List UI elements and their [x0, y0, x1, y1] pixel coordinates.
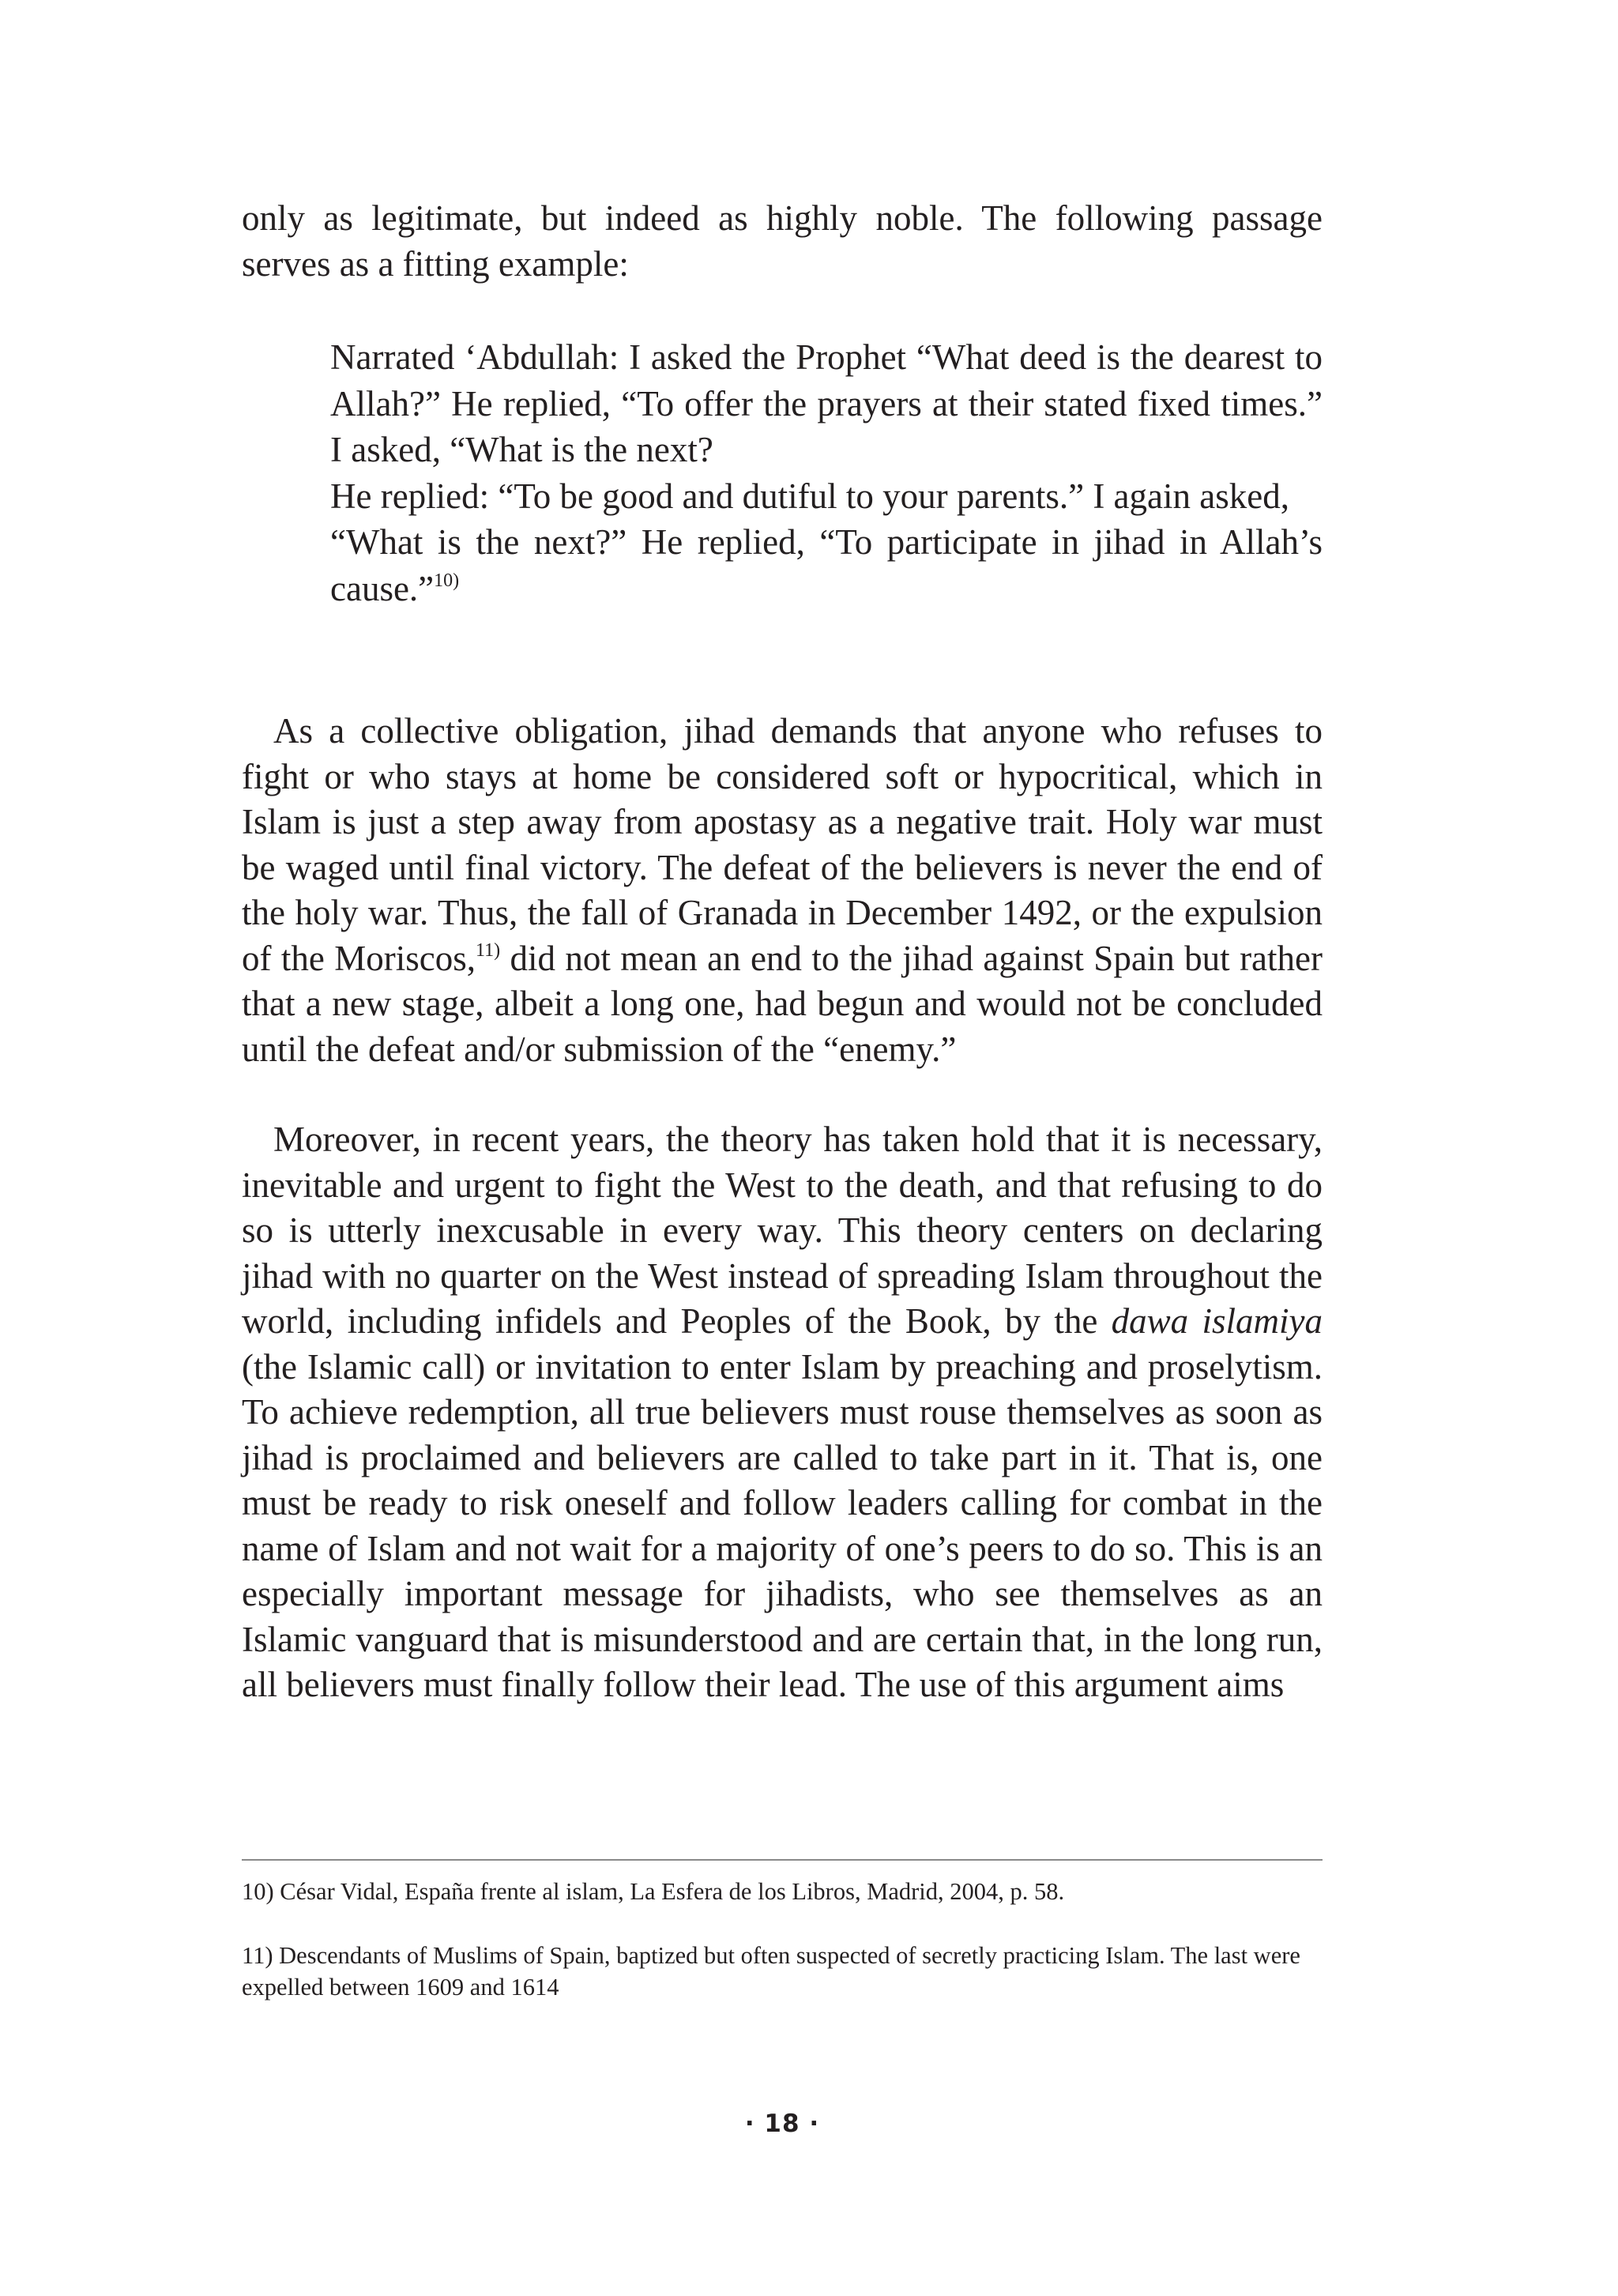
- italic-term: dawa islamiya: [1111, 1301, 1323, 1341]
- footnote-ref-11: 11): [475, 939, 501, 961]
- page-number: · 18 ·: [744, 2110, 820, 2138]
- footnote-ref-10: 10): [434, 570, 460, 591]
- book-page: [242, 0, 1323, 2296]
- paragraph-collective-obligation: [242, 709, 1323, 1072]
- footnote-divider: [242, 1859, 1323, 1861]
- paragraph-recent-years: [242, 1117, 1323, 1708]
- footnote-10: 10) César Vidal, España frente al islam, La Esfera de los Libros, Madrid, 2004, p. 58.: [242, 1878, 1065, 1905]
- block-quote: [330, 334, 1323, 612]
- paragraph2-text-b: did not mean an end to the jihad against Spain but rather that a new stage, albeit a long one, had begun and would not be concluded until the defeat and/or submission of the “enemy.”: [242, 938, 1323, 1069]
- intro-paragraph: only as legitimate, but indeed as highly noble. The following passage serves as a fitting example:: [242, 198, 1323, 284]
- quote-line-3: [330, 519, 1323, 612]
- quote-line-2: He replied: “To be good and dutiful to your parents.” I again asked,: [330, 476, 1289, 516]
- quote-line-1: Narrated ‘Abdullah: I asked the Prophet “What deed is the dearest to Allah?” He replied, “To offer the prayers at their stated fixed times.” I asked, “What is the next?: [330, 337, 1323, 469]
- paragraph3-text-a: Moreover, in recent years, the theory has taken hold that it is necessary, inevitable and urgent to fight the West to the death, and that refusing to do so is utterly inexcusable in every way. This theory centers on declaring jihad with no quarter on the West instead of spreading Islam throughout the world, including infidels and Peoples of the Book, by the: [242, 1120, 1323, 1341]
- paragraph3-text-b: (the Islamic call) or invitation to enter Islam by preaching and proselytism. To achieve redemption, all true believers must rouse themselves as soon as jihad is proclaimed and believers are called to take part in it. That is, one must be ready to risk oneself and follow leaders calling for combat in the name of Islam and not wait for a majority of one’s peers to do so. This is an especially important message for jihadists, who see themselves as an Islamic vanguard that is misunderstood and are certain that, in the long run, all believers must finally follow their lead. The use of this argument aims: [242, 1346, 1323, 1704]
- quote-line-3-text: “What is the next?” He replied, “To participate in jihad in Allah’s cause.”: [330, 522, 1323, 608]
- footnote-11: 11) Descendants of Muslims of Spain, baptized but often suspected of secretly practicing Islam. The last were expelled between 1609 and 1614: [242, 1942, 1300, 2001]
- footnotes: [242, 1876, 1323, 2003]
- paragraph2-text-a: As a collective obligation, jihad demands that anyone who refuses to fight or who stays at home be considered soft or hypocritical, which in Islam is just a step away from apostasy as a negative trait. Holy war must be waged until final victory. The defeat of the believers is never the end of the holy war. Thus, the fall of Granada in December 1492, or the expulsion of the Moriscos,: [242, 711, 1323, 978]
